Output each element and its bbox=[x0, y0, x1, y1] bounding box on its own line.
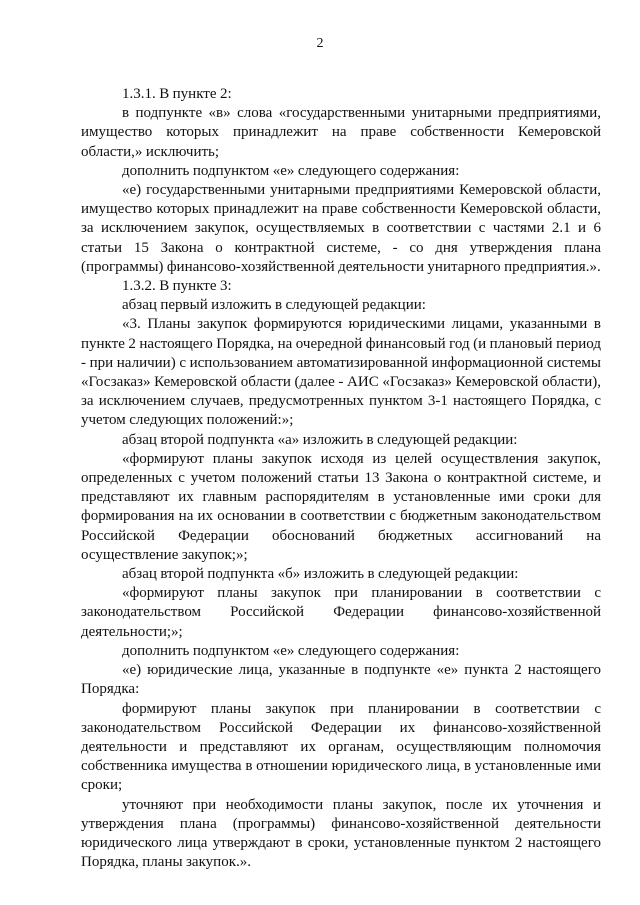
paragraph: абзац первый изложить в следующей редакции: bbox=[122, 297, 426, 314]
paragraph: дополнить подпунктом «е» следующего содержания: bbox=[122, 642, 460, 659]
paragraph: «формируют планы закупок при планировании в соответствии с законодательством Российской Федерации финансово-хозяйственной деятельности;»; bbox=[81, 585, 601, 640]
paragraph: «формируют планы закупок исходя из целей осуществления закупок, определенных с учетом положений статьи 13 Закона о контрактной системе, и представляют их главным распорядителям в установленные ими сроки для формирования на их основании в соответствии с бюджетным законодательством Российской Федерации обоснований бюджетных ассигнований на осуществление закупок;»; bbox=[81, 450, 601, 563]
paragraph: абзац второй подпункта «а» изложить в следующей редакции: bbox=[122, 431, 518, 448]
paragraph: «е) государственными унитарными предприятиями Кемеровской области, имущество которых принадлежит на праве собственности Кемеровской области, за исключением закупок, осуществляемых в соответствии с частями 2.1 и 6 статьи 15 Закона о контрактной системе, - со дня утверждения плана (программы) финансово-хозяйственной деятельности унитарного предприятия.». bbox=[81, 182, 601, 275]
paragraph: «е) юридические лица, указанные в подпункте «е» пункта 2 настоящего Порядка: bbox=[81, 662, 601, 698]
paragraph: дополнить подпунктом «е» следующего содержания: bbox=[122, 162, 460, 179]
paragraph: в подпункте «в» слова «государственными унитарными предприятиями, имущество которых принадлежит на праве собственности Кемеровской области,» исключить; bbox=[81, 105, 601, 160]
paragraph: 1.3.1. В пункте 2: bbox=[122, 86, 232, 102]
page-number: 2 bbox=[316, 36, 324, 51]
paragraph: абзац второй подпункта «б» изложить в следующей редакции: bbox=[122, 566, 519, 583]
paragraph: 1.3.2. В пункте 3: bbox=[122, 278, 232, 295]
paragraph: формируют планы закупок при планировании в соответствии с законодательством Российской Федерации их финансово-хозяйственной деятельности и представляют их органам, осуществляющим полномочия собственника имущества в отношении юридического лица, в установленные ими сроки; bbox=[81, 700, 601, 794]
paragraph: «3. Планы закупок формируются юридическими лицами, указанными в пункте 2 настоящего Порядка, на очередной финансовый год (и плановый период - при наличии) с использованием автоматизированной информационной системы «Госзаказ» Кемеровской области (далее - АИС «Госзаказ» Кемеровской области), за исключением случаев, предусмотренных пунктом 3-1 настоящего Порядка, с учетом следующих положений:»; bbox=[81, 316, 601, 429]
document-body bbox=[81, 85, 601, 872]
paragraph: уточняют при необходимости планы закупок, после их уточнения и утверждения плана (программы) финансово-хозяйственной деятельности юридического лица утверждают в сроки, установленные пунктом 2 настоящего Порядка, планы закупок.». bbox=[81, 796, 601, 871]
